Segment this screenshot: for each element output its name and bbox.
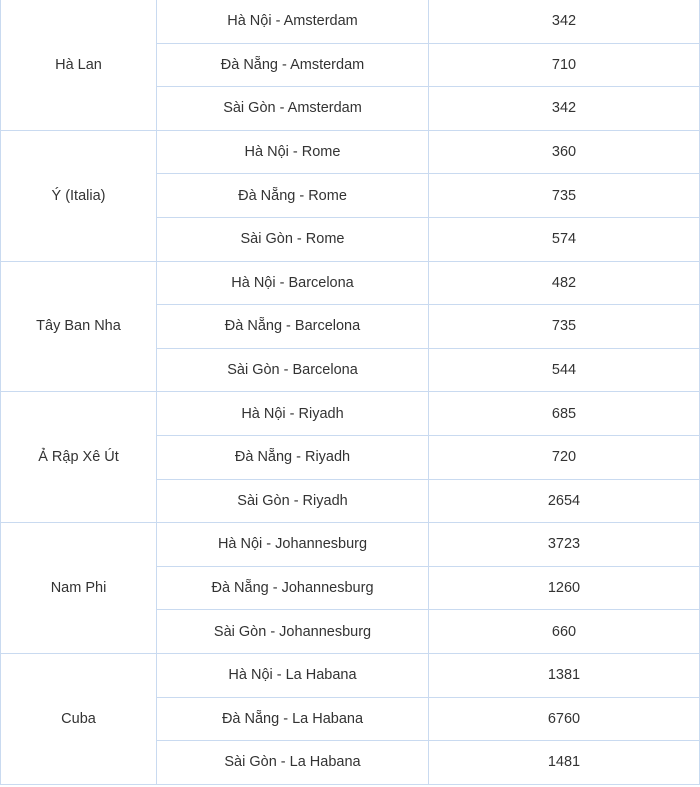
value-cell: 660: [429, 610, 700, 654]
country-cell: Hà Lan: [1, 0, 157, 130]
route-cell: Sài Gòn - La Habana: [157, 741, 429, 785]
value-cell: 342: [429, 87, 700, 131]
route-cell: Hà Nội - Johannesburg: [157, 523, 429, 567]
table-row: [1, 261, 700, 305]
table-row: [1, 523, 700, 567]
table-row: [1, 392, 700, 436]
country-cell: Ả Rập Xê Út: [1, 392, 157, 523]
value-cell: 1481: [429, 741, 700, 785]
value-cell: 735: [429, 174, 700, 218]
route-cell: Đà Nẵng - Riyadh: [157, 435, 429, 479]
value-cell: 1381: [429, 653, 700, 697]
value-cell: 1260: [429, 566, 700, 610]
value-cell: 544: [429, 348, 700, 392]
route-cell: Đà Nẵng - La Habana: [157, 697, 429, 741]
value-cell: 574: [429, 217, 700, 261]
country-cell: Tây Ban Nha: [1, 261, 157, 392]
table-row: [1, 653, 700, 697]
route-cell: Sài Gòn - Johannesburg: [157, 610, 429, 654]
value-cell: 342: [429, 0, 700, 43]
country-cell: Cuba: [1, 653, 157, 784]
value-cell: 2654: [429, 479, 700, 523]
value-cell: 735: [429, 305, 700, 349]
value-cell: 360: [429, 130, 700, 174]
table-row: [1, 130, 700, 174]
route-cell: Hà Nội - Riyadh: [157, 392, 429, 436]
table-row: [1, 0, 700, 43]
country-cell: Nam Phi: [1, 523, 157, 654]
route-cell: Đà Nẵng - Rome: [157, 174, 429, 218]
route-cell: Đà Nẵng - Barcelona: [157, 305, 429, 349]
route-cell: Đà Nẵng - Amsterdam: [157, 43, 429, 87]
value-cell: 482: [429, 261, 700, 305]
value-cell: 6760: [429, 697, 700, 741]
value-cell: 720: [429, 435, 700, 479]
value-cell: 685: [429, 392, 700, 436]
table-body: [1, 0, 700, 784]
route-cell: Hà Nội - Amsterdam: [157, 0, 429, 43]
route-cell: Hà Nội - La Habana: [157, 653, 429, 697]
value-cell: 710: [429, 43, 700, 87]
route-cell: Sài Gòn - Amsterdam: [157, 87, 429, 131]
value-cell: 3723: [429, 523, 700, 567]
country-cell: Ý (Italia): [1, 130, 157, 261]
route-cell: Hà Nội - Rome: [157, 130, 429, 174]
route-cell: Sài Gòn - Barcelona: [157, 348, 429, 392]
route-cell: Hà Nội - Barcelona: [157, 261, 429, 305]
route-cell: Sài Gòn - Rome: [157, 217, 429, 261]
route-cell: Đà Nẵng - Johannesburg: [157, 566, 429, 610]
route-cell: Sài Gòn - Riyadh: [157, 479, 429, 523]
